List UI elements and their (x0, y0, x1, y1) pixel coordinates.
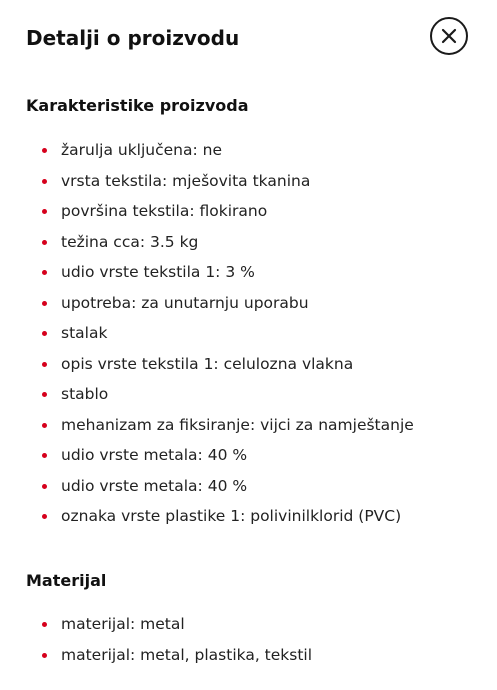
list-item (26, 257, 486, 288)
list-item-text: stablo (61, 385, 109, 403)
list-item (26, 440, 486, 471)
list-item-text: površina tekstila: flokirano (61, 202, 268, 220)
characteristics-section-title: Karakteristike proizvoda (26, 96, 249, 115)
bullet-icon (42, 514, 47, 519)
bullet-icon (42, 622, 47, 627)
bullet-icon (42, 423, 47, 428)
list-item-text: materijal: metal, plastika, tekstil (61, 645, 313, 664)
characteristics-list (26, 135, 486, 532)
close-icon (441, 28, 457, 44)
close-button[interactable] (430, 17, 468, 55)
list-item (26, 349, 486, 380)
list-item-text: udio vrste metala: 40 % (61, 476, 248, 495)
bullet-icon (42, 453, 47, 458)
list-item (26, 410, 486, 441)
bullet-icon (42, 179, 47, 184)
list-item-text: stalak (61, 324, 108, 342)
list-item (26, 609, 486, 640)
list-item (26, 135, 486, 166)
list-item-text: upotreba: za unutarnju uporabu (61, 293, 309, 312)
list-item-text: udio vrste tekstila 1: 3 % (61, 263, 255, 281)
bullet-icon (42, 653, 47, 658)
list-item-text: opis vrste tekstila 1: celulozna vlakna (61, 354, 354, 373)
list-item (26, 318, 486, 349)
list-item (26, 471, 486, 502)
list-item (26, 196, 486, 227)
material-section-title: Materijal (26, 571, 107, 590)
bullet-icon (42, 270, 47, 275)
bullet-icon (42, 484, 47, 489)
material-list (26, 609, 486, 670)
bullet-icon (42, 148, 47, 153)
bullet-icon (42, 209, 47, 214)
list-item (26, 501, 486, 532)
page-title: Detalji o proizvodu (26, 26, 240, 50)
list-item-text: mehanizam za fiksiranje: vijci za namještanje (61, 415, 414, 434)
list-item-text: težina cca: 3.5 kg (61, 232, 199, 251)
list-item (26, 166, 486, 197)
list-item (26, 379, 486, 410)
list-item-text: udio vrste metala: 40 % (61, 446, 248, 464)
list-item-text: oznaka vrste plastike 1: polivinilklorid (PVC) (61, 507, 402, 525)
list-item (26, 227, 486, 258)
list-item-text: materijal: metal (61, 615, 185, 633)
list-item (26, 640, 486, 671)
bullet-icon (42, 240, 47, 245)
bullet-icon (42, 362, 47, 367)
list-item (26, 288, 486, 319)
bullet-icon (42, 331, 47, 336)
list-item-text: vrsta tekstila: mješovita tkanina (61, 171, 311, 190)
list-item-text: žarulja uključena: ne (61, 141, 222, 159)
bullet-icon (42, 301, 47, 306)
bullet-icon (42, 392, 47, 397)
